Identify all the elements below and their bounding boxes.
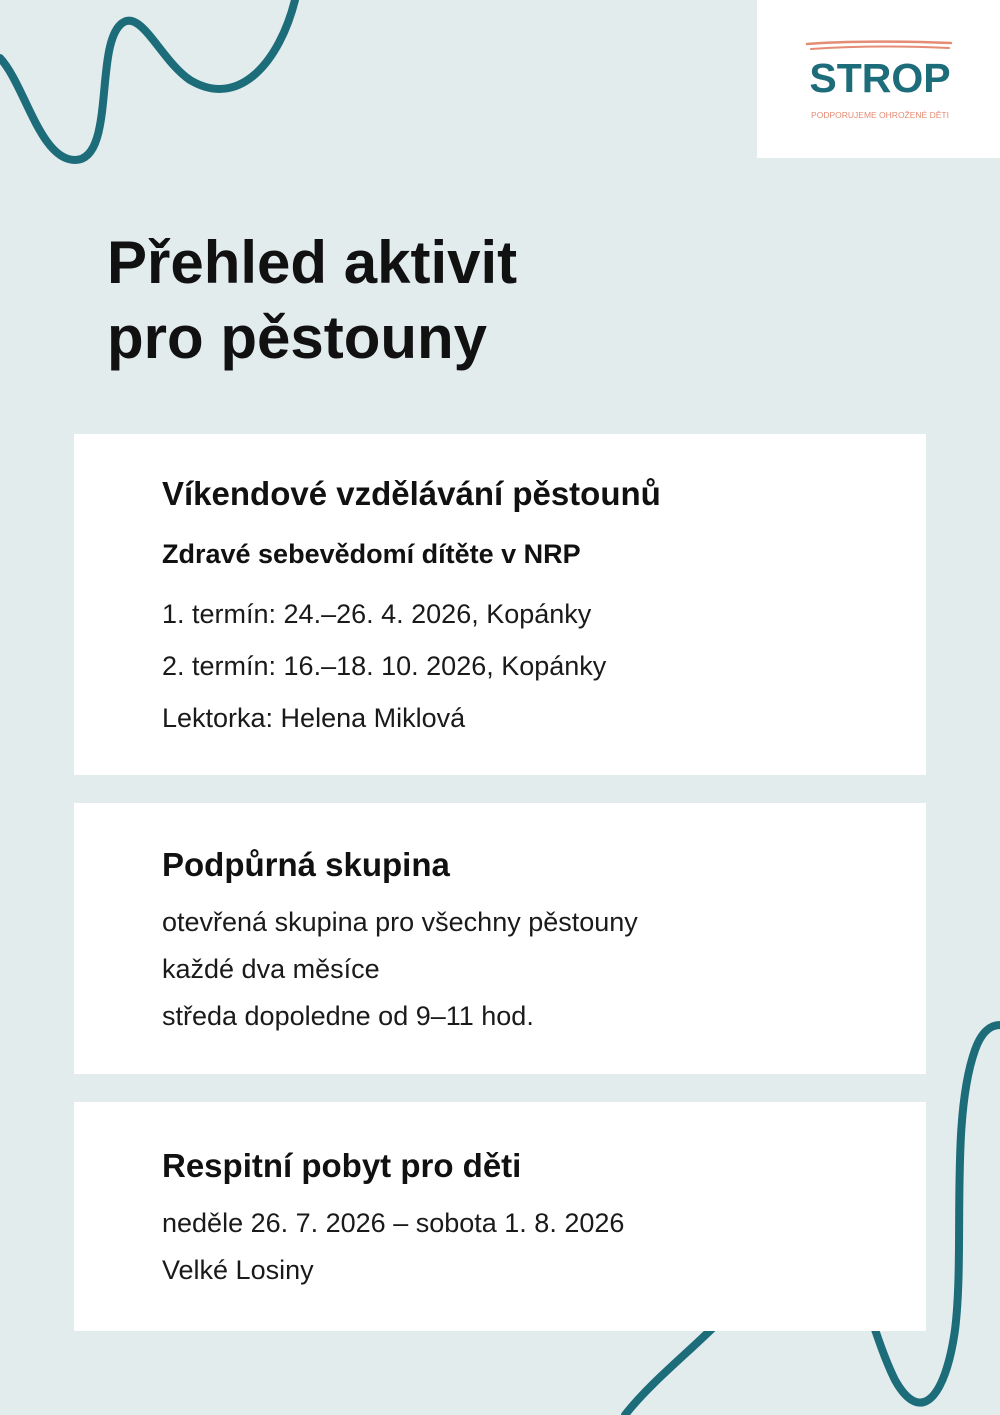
activity-card-weekend-education [74,434,926,775]
card-heading: Podpůrná skupina [162,846,450,883]
card-line: Velké Losiny [162,1255,314,1285]
card-line: středa dopoledne od 9–11 hod. [162,1001,534,1031]
card-line: 1. termín: 24.–26. 4. 2026, Kopánky [162,599,592,629]
page-title-line-1: Přehled aktivit [107,229,518,296]
logo-wordmark: STROP [809,55,951,101]
page-title [107,225,517,375]
logo [757,0,1000,158]
logo-swoosh-icon [805,38,953,54]
card-subheading: Zdravé sebevědomí dítěte v NRP [162,539,581,569]
card-line: Lektorka: Helena Miklová [162,703,466,733]
card-line: každé dva měsíce [162,954,380,984]
card-line: 2. termín: 16.–18. 10. 2026, Kopánky [162,651,607,681]
activity-card-respite-stay [74,1102,926,1331]
card-heading: Respitní pobyt pro děti [162,1147,522,1184]
card-line: otevřená skupina pro všechny pěstouny [162,907,638,937]
page-title-line-2: pro pěstouny [107,304,488,371]
top-left-wave-icon [0,0,295,160]
activity-card-support-group [74,803,926,1074]
logo-tagline: PODPORUJEME OHROŽENÉ DĚTI [811,110,949,120]
card-heading: Víkendové vzdělávání pěstounů [162,475,661,512]
card-line: neděle 26. 7. 2026 – sobota 1. 8. 2026 [162,1208,625,1238]
